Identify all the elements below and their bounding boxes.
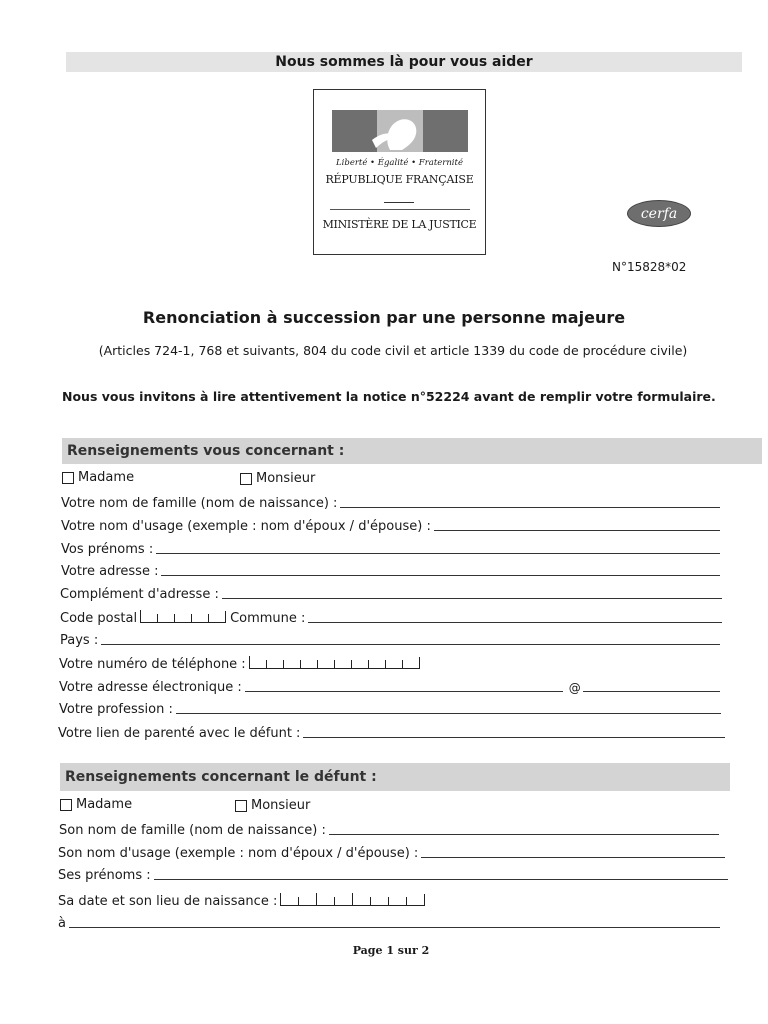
page-number: Page 1 sur 2 [352, 944, 430, 957]
deceased-first-names-input-line[interactable] [154, 879, 728, 880]
profession-input-line[interactable] [176, 713, 721, 714]
email-domain-input-line[interactable] [583, 691, 720, 692]
deceased-first-names-field[interactable] [58, 865, 728, 883]
address-complement-label: Complément d'adresse : [60, 587, 219, 602]
checkbox-square-icon[interactable] [235, 800, 247, 812]
kinship-field[interactable] [58, 723, 725, 741]
madame-label: Madame [78, 470, 135, 485]
birthplace-input-line[interactable] [69, 927, 720, 928]
email-field[interactable] [59, 677, 720, 695]
deceased-birth-label: Sa date et son lieu de naissance : [58, 894, 278, 909]
deceased-madame-label: Madame [76, 797, 133, 812]
deceased-usage-name-field[interactable] [58, 843, 725, 861]
republic-name: RÉPUBLIQUE FRANÇAISE [325, 173, 474, 186]
country-field[interactable] [60, 630, 720, 648]
form-number: N°15828*02 [612, 260, 687, 274]
profession-label: Votre profession : [59, 702, 173, 717]
country-input-line[interactable] [101, 644, 720, 645]
cerfa-logo: cerfa [627, 200, 691, 227]
monsieur-checkbox[interactable] [240, 471, 315, 486]
postal-code-label: Code postal [60, 611, 138, 626]
first-names-input-line[interactable] [156, 553, 720, 554]
family-name-label: Votre nom de famille (nom de naissance) : [61, 496, 338, 511]
deceased-family-name-label: Son nom de famille (nom de naissance) : [59, 823, 326, 838]
deceased-usage-name-input-line[interactable] [421, 857, 725, 858]
republique-francaise-logo [313, 89, 486, 255]
checkbox-square-icon[interactable] [62, 472, 74, 484]
logo-divider [330, 209, 470, 210]
madame-checkbox[interactable] [62, 470, 134, 485]
marianne-icon [332, 110, 468, 152]
deceased-birthplace-field[interactable] [58, 913, 720, 931]
deceased-usage-name-label: Son nom d'usage (exemple : nom d'époux / d'épouse) : [58, 846, 419, 861]
country-label: Pays : [60, 633, 99, 648]
deceased-first-names-label: Ses prénoms : [58, 868, 151, 883]
phone-label: Votre numéro de téléphone : [59, 657, 246, 672]
deceased-monsieur-label: Monsieur [251, 798, 311, 813]
first-names-label: Vos prénoms : [61, 542, 154, 557]
usage-name-field[interactable] [61, 516, 720, 534]
checkbox-square-icon[interactable] [240, 473, 252, 485]
family-name-field[interactable] [61, 493, 720, 511]
deceased-monsieur-checkbox[interactable] [235, 798, 310, 813]
logo-divider-short [384, 202, 414, 203]
usage-name-input-line[interactable] [434, 530, 720, 531]
birthplace-label: à [58, 916, 66, 931]
address-complement-input-line[interactable] [222, 598, 722, 599]
postal-code-digit-boxes[interactable] [140, 611, 226, 623]
page-title: Renonciation à succession par une personne majeure [142, 308, 626, 327]
address-field[interactable] [61, 561, 720, 579]
commune-label: Commune : [230, 611, 306, 626]
kinship-input-line[interactable] [303, 737, 725, 738]
phone-digit-boxes[interactable] [249, 657, 420, 669]
kinship-label: Votre lien de parenté avec le défunt : [58, 726, 301, 741]
family-name-input-line[interactable] [340, 507, 720, 508]
phone-row [59, 654, 539, 672]
section-heading-you: Renseignements vous concernant : [62, 438, 762, 464]
usage-name-label: Votre nom d'usage (exemple : nom d'époux / d'épouse) : [61, 519, 431, 534]
address-label: Votre adresse : [61, 564, 159, 579]
email-local-input-line[interactable] [245, 691, 563, 692]
deceased-madame-checkbox[interactable] [60, 797, 132, 812]
checkbox-square-icon[interactable] [60, 799, 72, 811]
deceased-family-name-field[interactable] [59, 820, 719, 838]
monsieur-label: Monsieur [256, 471, 316, 486]
section-heading-deceased: Renseignements concernant le défunt : [60, 763, 730, 791]
legal-references: (Articles 724-1, 768 et suivants, 804 du code civil et article 1339 du code de procédure civile) [98, 343, 688, 358]
deceased-birth-row [58, 891, 478, 909]
instructions-notice: Nous vous invitons à lire attentivement la notice n°52224 avant de remplir votre formulaire. [62, 389, 716, 404]
first-names-field[interactable] [61, 539, 720, 557]
at-sign: @ [568, 681, 581, 695]
address-input-line[interactable] [161, 575, 720, 576]
header-banner: Nous sommes là pour vous aider [66, 52, 742, 72]
republic-motto: Liberté • Égalité • Fraternité [336, 158, 463, 168]
email-label: Votre adresse électronique : [59, 680, 242, 695]
deceased-family-name-input-line[interactable] [329, 834, 719, 835]
ministry-name: MINISTÈRE DE LA JUSTICE [322, 218, 477, 231]
profession-field[interactable] [59, 699, 721, 717]
birth-date-digit-boxes[interactable] [280, 894, 425, 906]
commune-input-line[interactable] [308, 622, 722, 623]
postal-code-row [60, 608, 722, 626]
address-complement-field[interactable] [60, 584, 722, 602]
